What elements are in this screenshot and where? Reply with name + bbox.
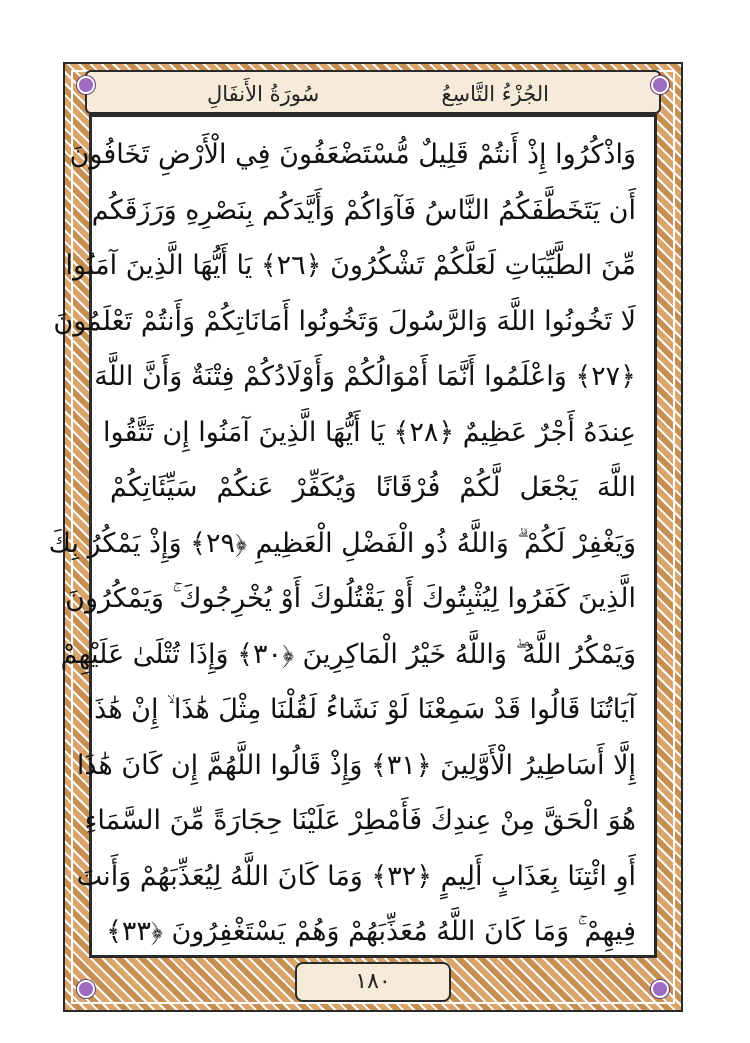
surah-name: سُورَةُ الأَنفَالِ <box>207 82 320 106</box>
verse-line: ﴿٢٧﴾ وَاعْلَمُوا أَنَّمَا أَمْوَالُكُمْ وَأَوْلَادُكُمْ فِتْنَةٌ وَأَنَّ اللَّهَ <box>94 361 636 392</box>
verse-line: آيَاتُنَا قَالُوا قَدْ سَمِعْنَا لَوْ نَشَاءُ لَقُلْنَا مِثْلَ هَٰذَا ۙ إِنْ هَٰذَا <box>86 694 636 725</box>
flower-ornament-icon <box>79 982 93 996</box>
verse-line: إِلَّا أَسَاطِيرُ الْأَوَّلِينَ ﴿٣١﴾ وَإِذْ قَالُوا اللَّهُمَّ إِن كَانَ هَٰذَا <box>76 749 636 781</box>
flower-ornament-icon <box>79 78 93 92</box>
verse-line: الَّذِينَ كَفَرُوا لِيُثْبِتُوكَ أَوْ يَقْتُلُوكَ أَوْ يُخْرِجُوكَ ۚ وَيَمْكُرُونَ <box>65 583 636 614</box>
page-number: ١٨٠ <box>355 969 391 994</box>
verse-line: لَا تَخُونُوا اللَّهَ وَالرَّسُولَ وَتَخُونُوا أَمَانَاتِكُمْ وَأَنتُمْ تَعْلَمُونَ <box>53 305 636 337</box>
verse-line: عِندَهُ أَجْرٌ عَظِيمٌ ﴿٢٨﴾ يَا أَيُّهَا الَّذِينَ آمَنُوا إِن تَتَّقُوا <box>103 416 636 448</box>
verse-line: اللَّهَ يَجْعَل لَّكُمْ فُرْقَانًا وَيُكَفِّرْ عَنكُمْ سَيِّئَاتِكُمْ <box>110 472 636 503</box>
header-band <box>85 70 661 114</box>
verse-line: وَيَغْفِرْ لَكُمْ ۗ وَاللَّهُ ذُو الْفَضْلِ الْعَظِيمِ ﴿٢٩﴾ وَإِذْ يَمْكُرُ بِكَ <box>48 527 636 559</box>
verse-line: وَيَمْكُرُ اللَّهُ ۖ وَاللَّهُ خَيْرُ الْمَاكِرِينَ ﴿٣٠﴾ وَإِذَا تُتْلَىٰ عَلَيْهِمْ <box>60 638 636 670</box>
verse-line: أَوِ ائْتِنَا بِعَذَابٍ أَلِيمٍ ﴿٣٢﴾ وَمَا كَانَ اللَّهُ لِيُعَذِّبَهُمْ وَأَنتَ <box>76 860 636 892</box>
ornamental-frame <box>48 62 683 1012</box>
flower-ornament-icon <box>653 78 667 92</box>
verse-line: أَن يَتَخَطَّفَكُمُ النَّاسُ فَآوَاكُمْ وَأَيَّدَكُم بِنَصْرِهِ وَرَزَقَكُم <box>91 194 636 226</box>
flower-ornament-icon <box>653 982 667 996</box>
verse-line: وَاذْكُرُوا إِذْ أَنتُمْ قَلِيلٌ مُّسْتَضْعَفُونَ فِي الْأَرْضِ تَخَافُونَ <box>69 139 636 170</box>
quran-text-area <box>48 114 657 958</box>
verse-line: مِّنَ الطَّيِّبَاتِ لَعَلَّكُمْ تَشْكُرُونَ ﴿٢٦﴾ يَا أَيُّهَا الَّذِينَ آمَنُوا <box>65 250 636 281</box>
footer-band <box>295 962 451 1002</box>
verse-line: هُوَ الْحَقَّ مِنْ عِندِكَ فَأَمْطِرْ عَلَيْنَا حِجَارَةً مِّنَ السَّمَاءِ <box>84 805 636 836</box>
verse-line: فِيهِمْ ۚ وَمَا كَانَ اللَّهُ مُعَذِّبَهُمْ وَهُمْ يَسْتَغْفِرُونَ ﴿٣٣﴾ <box>106 916 636 947</box>
juz-name: الجُزْءُ التَّاسِعُ <box>441 82 549 106</box>
